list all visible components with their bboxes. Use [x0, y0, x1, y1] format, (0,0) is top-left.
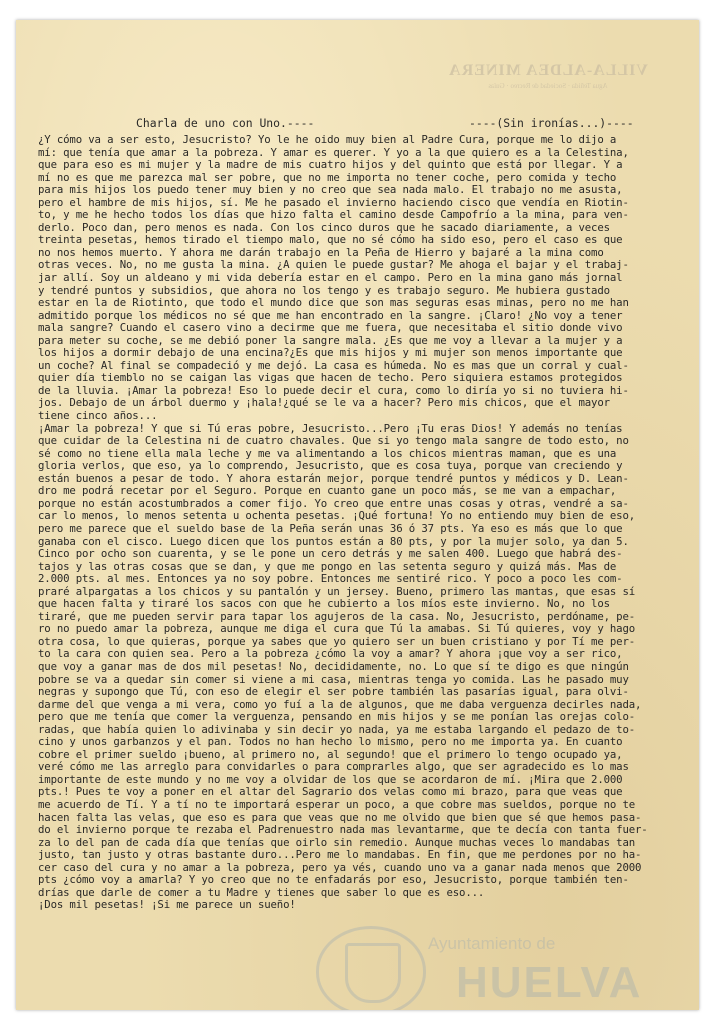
text-line: mala sangre? Cuando el casero vino a decirme que me fuera, que necesitaba el sitio donde vivo: [38, 321, 623, 335]
text-line: sé como no tiene ella mala leche y me va alimentando a los chicos mientras maman, que es una: [38, 446, 617, 460]
text-line: mí: que tenía que amar a la pobreza. Y amar es querer. Y yo a la que quiero es a la Celestina,: [38, 145, 629, 159]
text-line: cino y unos garbanzos y el pan. Todos no han hecho lo mismo, pero no me importa ya. En cuanto: [38, 735, 623, 749]
text-line: de la lluvia. ¡Amar la pobreza! Eso lo puede decir el cura, como lo diría yo si no tuviera hi-: [38, 383, 629, 397]
text-line: y tendré puntos y subsidios, que ahora no los tengo y es trabajo seguro. Me hubiera gustado: [38, 283, 610, 297]
typewritten-body: [38, 134, 688, 912]
heading-title: Charla de uno con Uno.----: [136, 116, 315, 130]
text-line: que voy a ganar mas de dos mil pesetas! No, decididamente, no. Lo que sí te digo es que ningún: [38, 659, 629, 673]
text-line: negras y supongo que Tú, con eso de elegir el ser pobre también las pasarías igual, para olvi-: [38, 685, 629, 699]
text-line: están buenos a pesar de todo. Y ahora estarán mejor, porque tendré puntos y médicos y D. Lean-: [38, 471, 629, 485]
text-line: cer caso del cura y no amar a la pobreza, pero ya vés, cuando uno va a ganar nada menos que 2000: [38, 860, 642, 874]
text-line: que para eso es mi mujer y la madre de mis cuatro hijos y del quinto que está por llegar. Y a: [38, 158, 623, 172]
text-line: tiraré, que me pueden servir para tapar los agujeros de la casa. No, Jesucristo, perdóname, pe-: [38, 609, 636, 623]
text-line: derlo. Poco dan, pero menos es nada. Con los cinco duros que he sacado diariamente, a veces: [38, 220, 610, 234]
text-line: za lo del pan de cada día que tenías que oirlo sin remedio. Aunque muchas veces lo mandabas tan: [38, 835, 636, 849]
text-line: ro no puedo amar la pobreza, aunque me diga el cura que Tú la amabas. Si Tú quieres, voy y hago: [38, 622, 636, 636]
text-line: radas, que había quien lo adivinaba y sin decir yo nada, ya me estaba largando el pedazo de to-: [38, 722, 636, 736]
letterhead-bleedthrough: [448, 62, 648, 90]
text-line: cobre el primer sueldo ¡bueno, al primero no, al segundo! que el primero lo tengo ocupado ya,: [38, 747, 623, 761]
text-line: 2.000 pts. al mes. Entonces ya no soy pobre. Entonces me sentiré rico. Y poco a poco les com-: [38, 572, 623, 586]
letterhead-title: VILLA-ALDEA MINERA: [448, 62, 648, 79]
text-line: to, y me he hecho todos los días que hizo falta el camino desde Campofrío a la mina, para ven-: [38, 208, 629, 222]
document-page: [16, 20, 699, 1010]
text-line: me acuerdo de Tí. Y a tí no te importará esperar un poco, a que cobre mas sueldos, porque no te: [38, 797, 636, 811]
text-line: Cinco por ocho son cuarenta, y se le pone un cero detrás y me salen 400. Luego que habrá des-: [38, 547, 623, 561]
text-line: jar allí. Soy un aldeano y mi vida debería estar en el campo. Pero en la mina gano más jornal: [38, 271, 623, 285]
city-seal-icon: [316, 926, 426, 1010]
text-line: dro me podrá recetar por el Seguro. Porque en cuanto gane un poco más, se me van a empachar,: [38, 484, 617, 498]
text-line: justo, tan justo y otras bastante duro...Pero me lo mandabas. En fin, que me perdones por no ha-: [38, 848, 642, 862]
shield-icon: [345, 943, 401, 1003]
text-line: pobre se va a quedar sin comer si viene a mi casa, mientras tenga yo comida. Las he pasado muy: [38, 672, 629, 686]
text-line: quier día tiemblo no se caigan las vigas que hacen de techo. Pero siquiera estamos protegidos: [38, 371, 623, 385]
text-line: ¡Amar la pobreza! Y que si Tú eras pobre, Jesucristo...Pero ¡Tu eras Dios! Y además no tenías: [38, 421, 623, 435]
text-line: pero me parece que el sueldo base de la Peña serán unas 36 ó 37 pts. Ya eso es más que lo que: [38, 521, 623, 535]
text-line: hacen falta las velas, que eso es para que veas que no me olvido que bien que sé que hemos pasa-: [38, 810, 642, 824]
text-line: que cuidar de la Celestina ni de cuatro chavales. Que si yo tengo mala sangre de todo esto, no: [38, 434, 629, 448]
text-line: treinta pesetas, hemos tirado el tiempo malo, que no sé cómo ha sido eso, pero el caso es que: [38, 233, 623, 247]
text-line: importante de este mundo y no me voy a olvidar de los que se acordaron de mí. ¡Mira que 2.000: [38, 772, 623, 786]
text-line: tajos y las otras cosas que se dan, y que me pongo en las setenta seguro y quizá más. Mas de: [38, 559, 617, 573]
text-line: pts.! Pues te voy a poner en el altar del Sagrario dos velas como mi brazo, para que veas que: [38, 785, 623, 799]
text-line: que hacen falta y tiraré los sacos con que he cubierto a los míos este invierno. No, no los: [38, 597, 610, 611]
text-line: ¿Y cómo va a ser esto, Jesucristo? Yo le he oido muy bien al Padre Cura, porque me lo dijo a: [38, 133, 617, 146]
text-line: no nos hemos muerto. Y ahora me darán trabajo en la Peña de Hierro y bajaré a la mina como: [38, 245, 604, 259]
text-line: otras veces. No, no me gusta la mina. ¿A quien le puede gustar? Me ahoga el bajar y el trabaj-: [38, 258, 629, 272]
text-line: praré alpargatas a los chicos y su pantalón y un jersey. Bueno, primero las mantas, que esas sí: [38, 584, 636, 598]
text-line: otra cosa, lo que quieras, porque ya sabes que yo quiero ser un buen cristiano y por Tí me per-: [38, 634, 636, 648]
text-line: to la cara con quien sea. Pero a la pobreza ¿cómo la voy a amar? Y ahora ¡que voy a ser rico,: [38, 647, 623, 661]
text-line: pero el hambre de mis hijos, sí. Me he pasado el invierno haciendo cisco que vendía en Riotin-: [38, 195, 629, 209]
text-line: un coche? Al final se compadeció y me dejó. La casa es húmeda. No es mas que un corral y cual-: [38, 358, 629, 372]
heading-subtitle: ----(Sin ironías...)----: [469, 116, 634, 130]
text-line: los hijos a dormir debajo de una encina?¿Es que mis hijos y mi mujer son menos importante que: [38, 346, 623, 360]
letterhead-subtitle: Agua Teñida · Sociedad de Recreo · Guías: [488, 82, 608, 90]
text-line: tiene cinco años...: [38, 409, 158, 423]
watermark-top-text: Ayuntamiento de: [428, 934, 556, 953]
text-line: car lo menos, lo menos setenta u ochenta pesetas. ¡Qué fortuna! Yo no entiendo muy bien de eso,: [38, 509, 636, 523]
text-line: ganaba con el cisco. Luego dicen que los puntos están a 80 pts, y por la mujer solo, ya dan 5.: [38, 534, 629, 548]
text-line: pero que me tenía que comer la verguenza, pensando en mis hijos y se me ponían las orejas colo-: [38, 710, 636, 724]
text-line: porque no están acostumbrados a comer fijo. Yo creo que entre unas cosas y otras, vendré a sa-: [38, 496, 629, 510]
text-line: para meter su coche, se me debió poner la sangre mala. ¿Es que me voy a llevar a la mujer y a: [38, 333, 623, 347]
text-line: darme del que venga a mi vera, como yo fuí a la de algunos, que me daba verguenza decirles nada,: [38, 697, 642, 711]
text-line: ¡Dos mil pesetas! ¡Si me parece un sueño!: [38, 898, 296, 912]
text-line: drías que darle de comer a tu Madre y tienes que saber lo que es eso...: [38, 885, 485, 899]
text-line: estar en la de Riotinto, que todo el mundo dice que son mas seguras esas minas, pero no me han: [38, 296, 629, 310]
archive-watermark: [316, 922, 676, 1010]
watermark-main-text: HUELVA: [456, 958, 643, 1007]
text-line: veré cómo me las arreglo para convidarles o para comprarles algo, que ser agradecido es lo mas: [38, 760, 629, 774]
text-line: para mis hijos los puedo tener muy bien y no creo que sea nada malo. El trabajo no me asusta,: [38, 183, 623, 197]
text-line: pts ¿cómo voy a amarla? Y yo creo que no te enfadarás por eso, Jesucristo, porque también ten-: [38, 873, 629, 887]
text-line: do el invierno porque te rezaba el Padrenuestro nada mas levantarme, que te decía con tanta fuer-: [38, 823, 648, 837]
text-line: admitido porque los médicos no sé que me han encontrado en la sangre. ¡Claro! ¿No voy a tener: [38, 308, 623, 322]
text-line: mí no es que me parezca mal ser pobre, que no me importa no tener coche, pero comida y techo: [38, 170, 617, 184]
text-line: jos. Debajo de un árbol duermo y ¡hala!¿qué se le va a hacer? Pero mis chicos, que el mayor: [38, 396, 610, 410]
text-line: gloria verlos, que eso, ya lo comprendo, Jesucristo, que es cosa tuya, porque van creciendo y: [38, 459, 623, 473]
